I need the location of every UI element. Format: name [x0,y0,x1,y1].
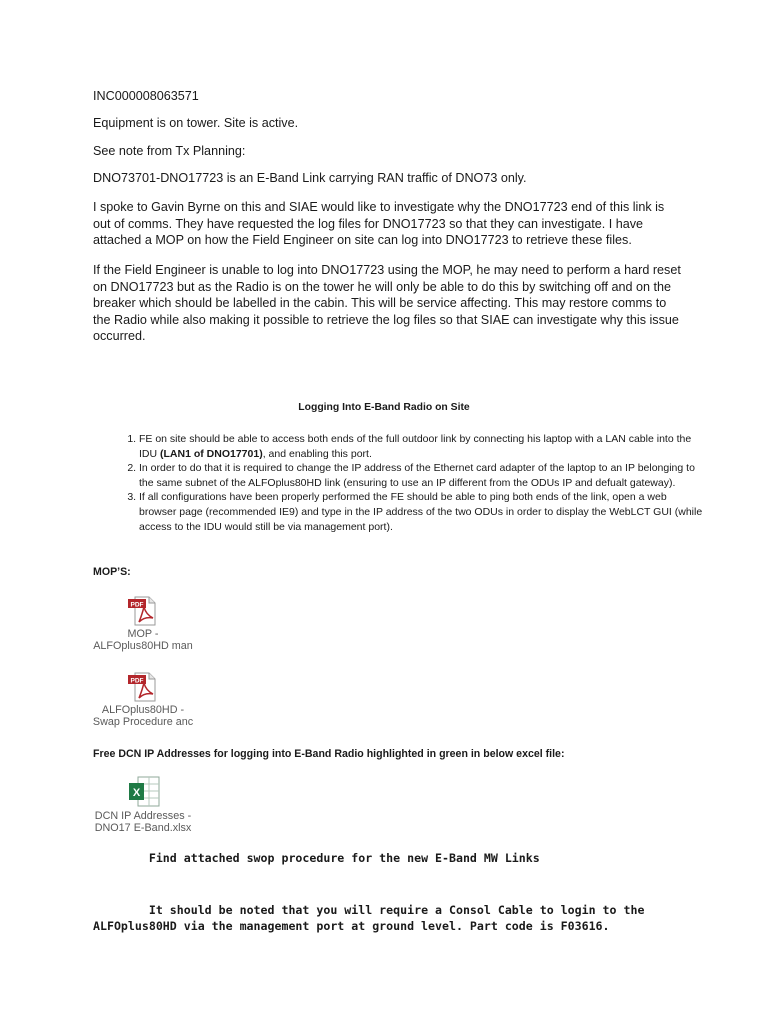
pdf-badge-text: PDF [130,677,144,685]
excel-badge-text: X [132,787,141,799]
procedure-steps [112,432,705,534]
consol-cable-note: It should be noted that you will require a Consol Cable to login to the ALFOplus80HD via the management port at ground level. Part code is F03616. [93,903,652,933]
excel-icon [123,776,163,808]
pdf-icon [123,596,163,626]
pdf-icon [123,672,163,702]
dcn-label: Free DCN IP Addresses for logging into E-Band Radio highlighted in green in below excel file: [93,748,565,760]
attachment-caption-line1: MOP - [127,628,159,640]
pdf-badge-text: PDF [130,601,144,609]
attachment-swap-procedure[interactable] [92,672,194,729]
paragraph-spoke: I spoke to Gavin Byrne on this and SIAE would like to investigate why the DNO17723 end of this link is out of comms. They have requested the log files for DNO17723 so that they can investigate. I have attached a MOP on how the Field Engineer on site can log into DNO17723 to retrieve these files. [93,200,665,248]
note-intro: See note from Tx Planning: [93,144,246,158]
attachment-dcn-excel[interactable] [92,776,194,835]
paragraph-reset: If the Field Engineer is unable to log into DNO17723 using the MOP, he may need to perform a hard reset on DNO17723 but as the Radio is on the tower he will only be able to do this by switching off and on the breaker which should be labelled in the cabin. This will be service affecting. This may restore comms to the Radio while also making it possible to retrieve the log files so that SIAE can investigate why this issue occurred. [93,263,681,344]
swop-note: Find attached swop procedure for the new E-Band MW Links [93,851,540,865]
attachment-caption-line2: DNO17 E-Band.xlsx [94,822,192,835]
step-1-tail: , and enabling this port. [262,447,372,460]
procedure-step-3: 3. If all configurations have been properly performed the FE should be able to ping both ends of the link, open a web browser page (recommended IE9) and type in the IP address of the two ODUs in order to display the WebLCT GUI (while access to the IDU would still be via management port). [139,490,705,534]
procedure-step-1 [139,432,705,461]
status-line: Equipment is on tower. Site is active. [93,116,299,130]
attachment-caption-line2: ALFOplus80HD man [93,640,193,653]
link-line: DNO73701-DNO17723 is an E-Band Link carrying RAN traffic of DNO73 only. [93,171,527,185]
attachment-mop-manual[interactable] [92,596,194,653]
mops-label: MOP’S: [93,566,131,578]
procedure-title: Logging Into E-Band Radio on Site [298,402,470,413]
attachment-caption-line1: ALFOplus80HD - [101,704,185,716]
incident-id: INC000008063571 [93,89,199,103]
step-1-bold: (LAN1 of DNO17701) [160,447,263,460]
step-1-text: FE on site should be able to access both ends of the full outdoor link by connecting his laptop with a LAN cable into the IDU [139,433,692,460]
attachment-caption-line1: DCN IP Addresses - [94,810,192,822]
attachment-caption-line2: Swap Procedure anc [92,716,194,729]
procedure-step-2: 2. In order to do that it is required to change the IP address of the Ethernet card adapter of the laptop to an IP belonging to the same subnet of the ALFOplus80HD link (ensuring to use an IP different from the ODUs IP and defualt gateway). [139,461,705,490]
